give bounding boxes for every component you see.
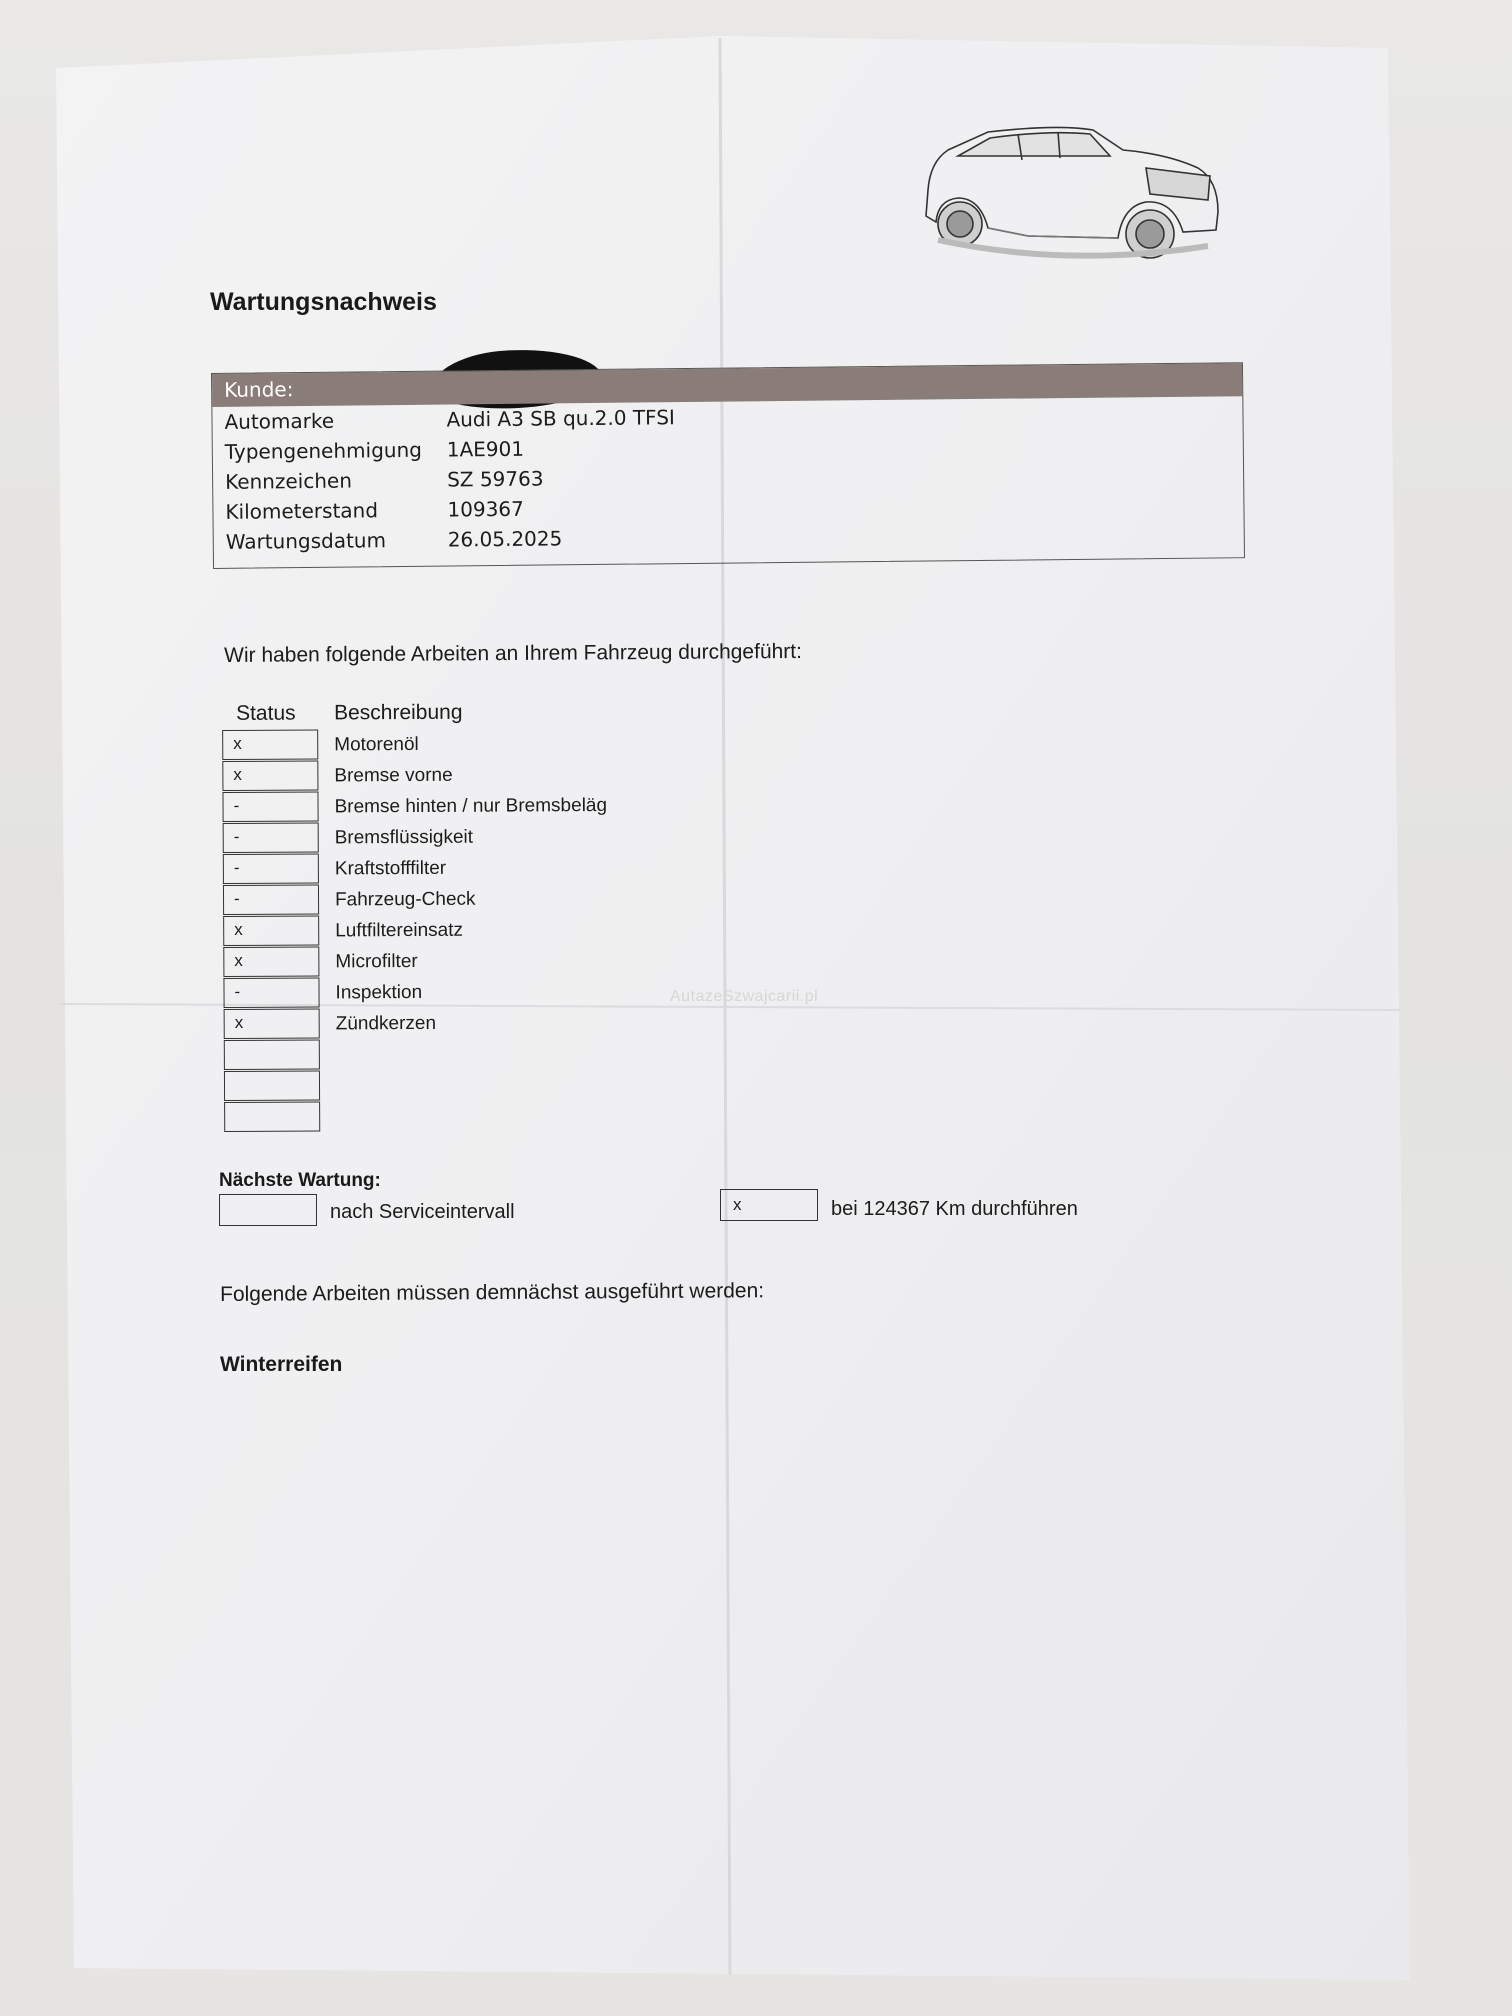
followup-item: Winterreifen xyxy=(220,1353,343,1376)
watermark: AutazeSzwajcarii.pl xyxy=(670,988,819,1005)
next-service-title: Nächste Wartung: xyxy=(219,1170,381,1191)
task-description: Fahrzeug-Check xyxy=(334,888,476,911)
next-service-km-box: x xyxy=(720,1189,818,1221)
document-title: Wartungsnachweis xyxy=(210,288,437,316)
task-description: Kraftstofffilter xyxy=(334,857,447,880)
status-header: Status xyxy=(235,701,296,725)
car-illustration xyxy=(918,120,1223,270)
field-value: 109367 xyxy=(447,496,524,522)
status-box: - xyxy=(222,791,318,822)
field-label: Automarke xyxy=(224,408,335,434)
task-description: Bremse hinten / nur Bremsbeläg xyxy=(334,794,608,818)
status-box: - xyxy=(223,977,319,1008)
field-value: SZ 59763 xyxy=(447,466,544,492)
task-description: Bremse vorne xyxy=(334,764,453,787)
status-box xyxy=(224,1070,320,1101)
status-box: - xyxy=(223,884,319,915)
description-header: Beschreibung xyxy=(333,700,463,725)
task-description: Zündkerzen xyxy=(335,1012,437,1035)
field-label: Kilometerstand xyxy=(225,498,379,524)
status-box: x xyxy=(222,760,318,791)
next-service-km-label: bei 124367 Km durchführen xyxy=(831,1198,1078,1220)
field-value: 1AE901 xyxy=(446,436,525,462)
task-description: Inspektion xyxy=(335,981,423,1004)
task-description: Bremsflüssigkeit xyxy=(334,826,474,849)
field-label: Kennzeichen xyxy=(225,468,353,494)
status-box: x xyxy=(223,946,319,977)
customer-header: Kunde: xyxy=(212,363,1242,407)
status-box: - xyxy=(223,822,319,853)
status-box: x xyxy=(224,1008,320,1039)
task-description: Microfilter xyxy=(335,950,418,973)
field-label: Wartungsdatum xyxy=(225,528,387,554)
next-service-interval-label: nach Serviceintervall xyxy=(330,1201,515,1223)
status-box: x xyxy=(222,729,318,760)
status-box xyxy=(224,1101,320,1132)
task-description: Luftfiltereinsatz xyxy=(335,919,464,942)
customer-block xyxy=(211,362,1245,569)
field-value: Audi A3 SB qu.2.0 TFSI xyxy=(446,405,675,432)
status-box xyxy=(224,1039,320,1070)
next-service-interval-box xyxy=(219,1194,317,1226)
status-box: - xyxy=(223,853,319,884)
task-description: Motorenöl xyxy=(334,733,419,756)
field-label: Typengenehmigung xyxy=(224,437,423,464)
followup-intro: Folgende Arbeiten müssen demnächst ausgeführt werden: xyxy=(220,1279,765,1306)
status-box: x xyxy=(223,915,319,946)
field-value: 26.05.2025 xyxy=(447,526,563,552)
work-intro: Wir haben folgende Arbeiten an Ihrem Fahrzeug durchgeführt: xyxy=(224,639,803,667)
